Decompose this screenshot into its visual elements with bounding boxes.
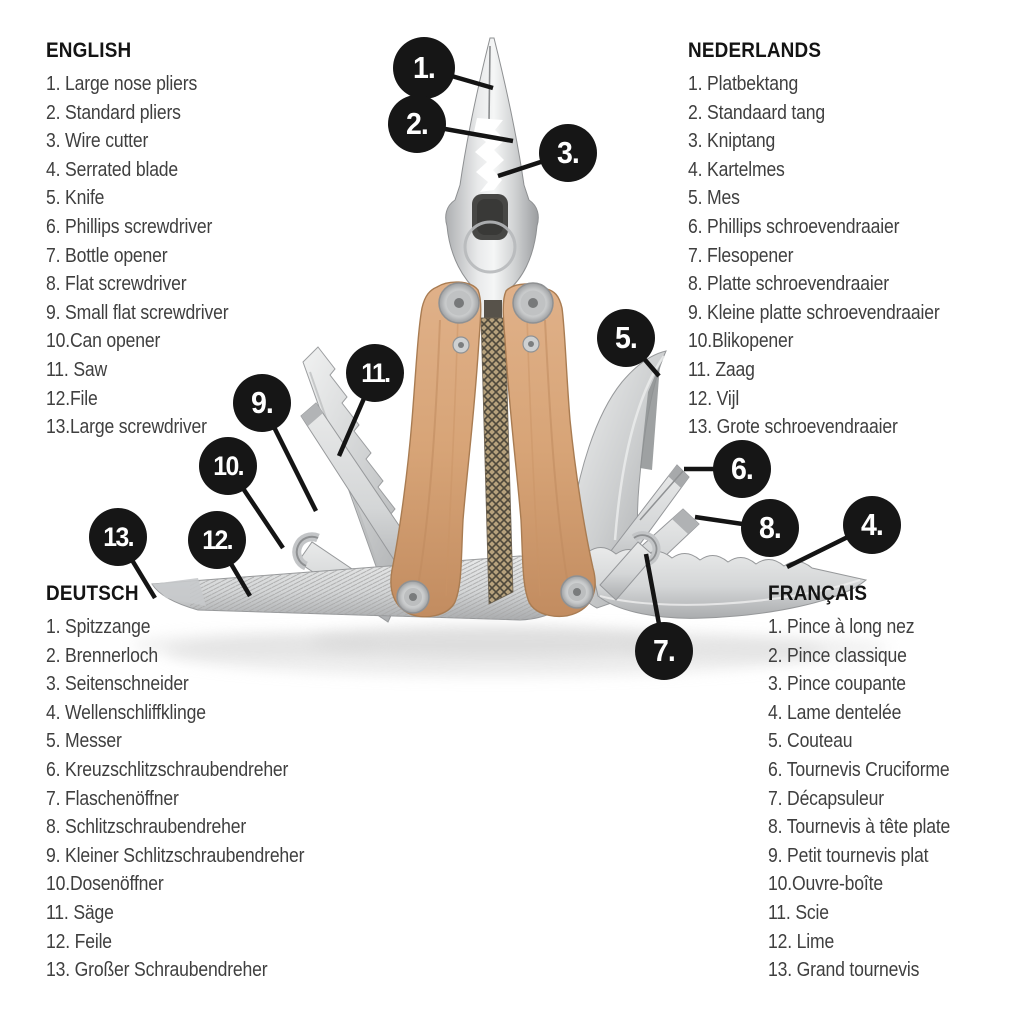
list-item: 6. Kreuzschlitzschraubendreher [46, 758, 289, 781]
list-item: 11. Zaag [688, 358, 755, 381]
list-item: 6. Tournevis Cruciforme [768, 758, 950, 781]
list-item: 7. Flaschenöffner [46, 787, 179, 810]
list-item: 2. Brennerloch [46, 644, 159, 667]
callout-5: 5. [597, 309, 655, 367]
list-item: 8. Schlitzschraubendreher [46, 816, 247, 839]
list-item: 3. Wire cutter [46, 130, 149, 153]
list-item: 5. Mes [688, 187, 740, 210]
list-item: 13. Großer Schraubendreher [46, 959, 268, 982]
callout-6: 6. [713, 440, 771, 498]
callout-1: 1. [393, 37, 455, 99]
list-item: 12.File [46, 387, 98, 410]
callout-13: 13. [89, 508, 147, 566]
list-item: 5. Knife [46, 187, 105, 210]
list-item: 3. Seitenschneider [46, 673, 189, 696]
list-item: 4. Kartelmes [688, 158, 785, 181]
list-item: 9. Kleine platte schroevendraaier [688, 301, 940, 324]
list-nederlands-title: NEDERLANDS [688, 38, 822, 62]
list-item: 11. Saw [46, 358, 108, 381]
list-deutsch-title: DEUTSCH [46, 581, 139, 605]
callout-7: 7. [635, 622, 693, 680]
list-item: 4. Lame dentelée [768, 701, 902, 724]
list-item: 9. Kleiner Schlitzschraubendreher [46, 844, 305, 867]
list-item: 12. Lime [768, 930, 835, 953]
list-item: 1. Pince à long nez [768, 616, 915, 638]
list-item: 8. Tournevis à tête plate [768, 816, 951, 839]
list-item: 1. Large nose pliers [46, 73, 198, 95]
list-item: 7. Décapsuleur [768, 787, 884, 810]
list-nederlands [688, 38, 940, 442]
callout-3: 3. [539, 124, 597, 182]
list-item: 10.Can opener [46, 330, 161, 353]
callout-4: 4. [843, 496, 901, 554]
list-item: 10.Dosenöffner [46, 873, 164, 896]
list-item: 6. Phillips screwdriver [46, 215, 213, 238]
list-item: 13. Grote schroevendraaier [688, 416, 898, 439]
list-item: 7. Bottle opener [46, 244, 168, 267]
list-item: 2. Pince classique [768, 644, 907, 667]
list-item: 5. Couteau [768, 730, 853, 753]
list-item: 12. Feile [46, 930, 112, 953]
list-item: 3. Pince coupante [768, 673, 906, 696]
list-item: 2. Standard pliers [46, 101, 181, 124]
callout-9: 9. [233, 374, 291, 432]
list-item: 1. Platbektang [688, 73, 799, 95]
list-francais [768, 581, 950, 985]
list-item: 6. Phillips schroevendraaier [688, 215, 900, 238]
list-item: 5. Messer [46, 730, 122, 753]
list-item: 13.Large screwdriver [46, 416, 207, 439]
list-english [46, 38, 228, 442]
list-item: 11. Säge [46, 901, 114, 924]
list-item: 2. Standaard tang [688, 101, 825, 124]
callout-11: 11. [346, 344, 404, 402]
list-item: 8. Platte schroevendraaier [688, 273, 889, 296]
list-item: 4. Wellenschliffklinge [46, 701, 206, 724]
callout-10: 10. [199, 437, 257, 495]
list-item: 11. Scie [768, 901, 829, 924]
list-item: 12. Vijl [688, 387, 740, 410]
list-item: 13. Grand tournevis [768, 959, 920, 982]
list-item: 4. Serrated blade [46, 158, 179, 181]
list-francais-title: FRANÇAIS [768, 581, 868, 605]
list-english-title: ENGLISH [46, 38, 132, 62]
callout-2: 2. [388, 95, 446, 153]
list-item: 10.Blikopener [688, 330, 794, 353]
list-item: 9. Small flat screwdriver [46, 301, 229, 324]
list-item: 8. Flat screwdriver [46, 273, 187, 296]
list-deutsch [46, 581, 304, 985]
list-item: 9. Petit tournevis plat [768, 844, 929, 867]
list-item: 1. Spitzzange [46, 616, 151, 638]
list-item: 10.Ouvre-boîte [768, 873, 883, 896]
callout-12: 12. [188, 511, 246, 569]
list-item: 3. Kniptang [688, 130, 776, 153]
list-item: 7. Flesopener [688, 244, 794, 267]
callout-8: 8. [741, 499, 799, 557]
